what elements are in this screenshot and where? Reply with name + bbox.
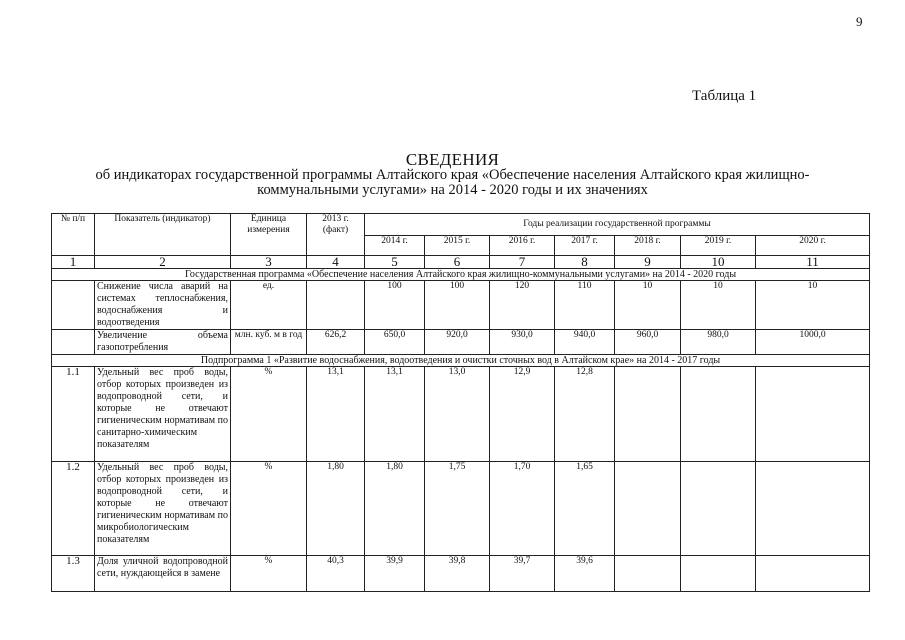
header-unit: Единица измерения <box>231 214 307 256</box>
table-row <box>52 462 870 556</box>
header-year: 2015 г. <box>425 236 490 256</box>
header-year: 2017 г. <box>555 236 615 256</box>
header-years-group: Годы реализации государственной программы <box>365 214 870 236</box>
row-number: 1.1 <box>52 367 95 462</box>
document-subtitle-line1: об индикаторах государственной программы Алтайского края «Обеспечение населения Алтайского края жилищно- <box>95 167 810 183</box>
document-subtitle-line2: коммунальными услугами» на 2014 - 2020 годы и их значениях <box>257 182 648 198</box>
column-number: 7 <box>490 256 555 269</box>
section-row <box>52 269 870 281</box>
year-value <box>681 556 756 592</box>
year-value: 110 <box>555 281 615 330</box>
row-number <box>52 281 95 330</box>
year-value <box>681 367 756 462</box>
year-value <box>681 462 756 556</box>
base-value: 13,1 <box>307 367 365 462</box>
base-value: 1,80 <box>307 462 365 556</box>
row-number <box>52 330 95 355</box>
year-value: 10 <box>756 281 870 330</box>
indicators-table <box>51 213 870 592</box>
document-title: СВЕДЕНИЯ <box>405 150 500 169</box>
header-num: № п/п <box>52 214 95 256</box>
unit: ед. <box>231 281 307 330</box>
table-row <box>52 556 870 592</box>
header-base-year: 2013 г. (факт) <box>307 214 365 256</box>
year-value: 10 <box>681 281 756 330</box>
year-value: 1000,0 <box>756 330 870 355</box>
section-title: Государственная программа «Обеспечение населения Алтайского края жилищно-коммунальными услугами» на 2014 - 2020 годы <box>52 269 870 281</box>
year-value: 13,0 <box>425 367 490 462</box>
year-value: 12,8 <box>555 367 615 462</box>
page-number: 9 <box>856 14 863 29</box>
year-value: 1,65 <box>555 462 615 556</box>
year-value: 39,6 <box>555 556 615 592</box>
year-value: 930,0 <box>490 330 555 355</box>
year-value: 120 <box>490 281 555 330</box>
year-value: 39,7 <box>490 556 555 592</box>
header-year: 2018 г. <box>615 236 681 256</box>
year-value: 39,9 <box>365 556 425 592</box>
year-value <box>615 367 681 462</box>
year-value <box>756 462 870 556</box>
column-number: 8 <box>555 256 615 269</box>
year-value <box>756 367 870 462</box>
year-value: 920,0 <box>425 330 490 355</box>
indicator-name: Снижение числа аварий на системах теплоснабжения, водоснабжения и водоотведения <box>95 281 231 330</box>
base-value <box>307 281 365 330</box>
table-row <box>52 330 870 355</box>
year-value: 10 <box>615 281 681 330</box>
year-value: 960,0 <box>615 330 681 355</box>
table-row <box>52 281 870 330</box>
row-number: 1.3 <box>52 556 95 592</box>
header-year: 2014 г. <box>365 236 425 256</box>
table-row <box>52 367 870 462</box>
year-value: 940,0 <box>555 330 615 355</box>
base-value: 40,3 <box>307 556 365 592</box>
indicator-name: Удельный вес проб воды, отбор которых произведен из водопроводной сети, и которые не отвечают гигиеническим нормативам по санитарно-химическим показателям <box>95 367 231 462</box>
column-number: 11 <box>756 256 870 269</box>
year-value <box>756 556 870 592</box>
column-number: 4 <box>307 256 365 269</box>
column-number: 5 <box>365 256 425 269</box>
year-value: 1,75 <box>425 462 490 556</box>
header-year: 2019 г. <box>681 236 756 256</box>
year-value: 650,0 <box>365 330 425 355</box>
year-value: 12,9 <box>490 367 555 462</box>
header-year: 2020 г. <box>756 236 870 256</box>
year-value: 13,1 <box>365 367 425 462</box>
year-value <box>615 556 681 592</box>
year-value: 39,8 <box>425 556 490 592</box>
column-number: 10 <box>681 256 756 269</box>
unit: % <box>231 462 307 556</box>
table-label: Таблица 1 <box>692 88 757 104</box>
row-number: 1.2 <box>52 462 95 556</box>
year-value: 1,80 <box>365 462 425 556</box>
year-value <box>615 462 681 556</box>
column-number: 2 <box>95 256 231 269</box>
unit: млн. куб. м в год <box>231 330 307 355</box>
year-value: 100 <box>425 281 490 330</box>
column-number: 1 <box>52 256 95 269</box>
base-value: 626,2 <box>307 330 365 355</box>
year-value: 1,70 <box>490 462 555 556</box>
indicator-name: Увеличение объема газопотребления <box>95 330 231 355</box>
year-value: 980,0 <box>681 330 756 355</box>
year-value: 100 <box>365 281 425 330</box>
header-indicator: Показатель (индикатор) <box>95 214 231 256</box>
section-row <box>52 355 870 367</box>
unit: % <box>231 556 307 592</box>
column-number: 6 <box>425 256 490 269</box>
unit: % <box>231 367 307 462</box>
indicator-name: Удельный вес проб воды, отбор которых произведен из водопроводной сети, и которые не отвечают гигиеническим нормативам по микробиологическим показателям <box>95 462 231 556</box>
indicator-name: Доля уличной водопроводной сети, нуждающейся в замене <box>95 556 231 592</box>
column-number: 3 <box>231 256 307 269</box>
section-title: Подпрограмма 1 «Развитие водоснабжения, водоотведения и очистки сточных вод в Алтайском крае» на 2014 - 2017 годы <box>52 355 870 367</box>
header-year: 2016 г. <box>490 236 555 256</box>
column-number: 9 <box>615 256 681 269</box>
column-number-row <box>52 256 870 269</box>
